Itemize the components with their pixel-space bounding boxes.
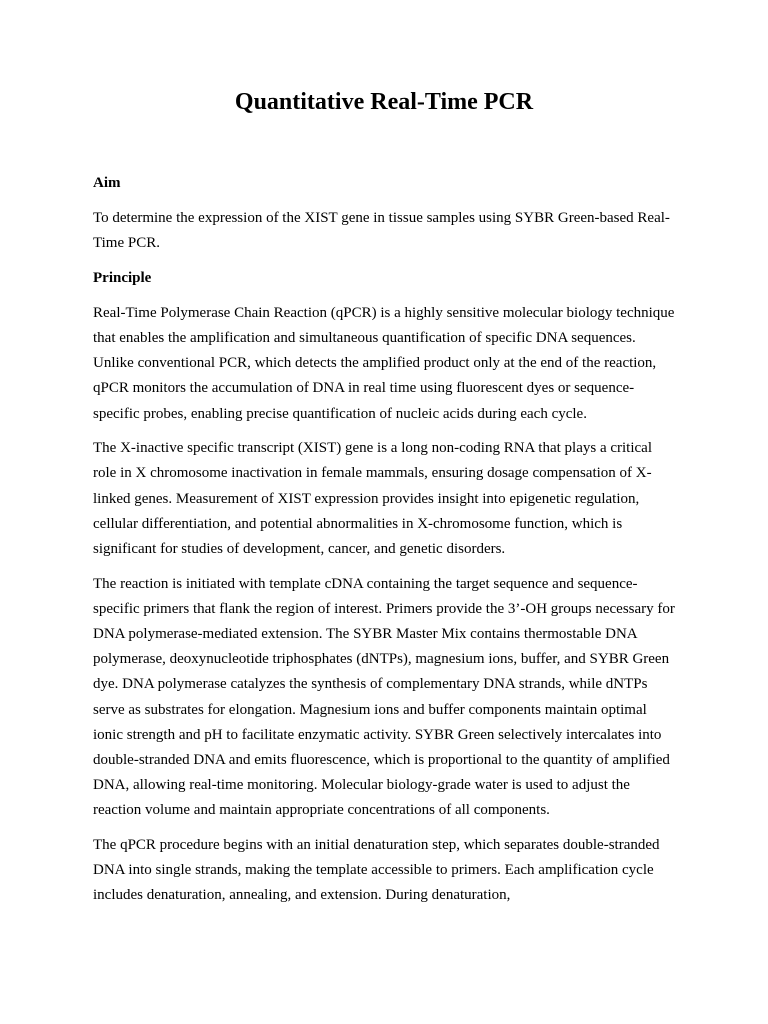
principle-section bbox=[93, 266, 675, 909]
aim-heading: Aim bbox=[93, 175, 121, 191]
principle-paragraph-procedure: The qPCR procedure begins with an initial denaturation step, which separates double-stranded DNA into single strands, making the template accessible to primers. Each amplification cycle includes denaturation, annealing, and extension. During denaturation, bbox=[93, 837, 660, 904]
document-body bbox=[93, 171, 675, 918]
page-title: Quantitative Real-Time PCR bbox=[234, 89, 534, 115]
aim-section bbox=[93, 171, 675, 256]
principle-heading: Principle bbox=[93, 269, 152, 286]
aim-paragraph: To determine the expression of the XIST gene in tissue samples using SYBR Green-based Real-Time PCR. bbox=[93, 210, 670, 252]
principle-paragraph-qpcr: Real-Time Polymerase Chain Reaction (qPCR) is a highly sensitive molecular biology technique that enables the amplification and simultaneous quantification of specific DNA sequences. Unlike conventional PCR, which detects the amplified product only at the end of the reaction, qPCR monitors the accumulation of DNA in real time using fluorescent dyes or sequence-specific probes, enabling precise quantification of nucleic acids during each cycle. bbox=[93, 304, 675, 422]
principle-paragraph-reaction: The reaction is initiated with template cDNA containing the target sequence and sequence-specific primers that flank the region of interest. Primers provide the 3’-OH groups necessary for DNA polymerase-mediated extension. The SYBR Master Mix contains thermostable DNA polymerase, deoxynucleotide triphosphates (dNTPs), magnesium ions, buffer, and SYBR Green dye. DNA polymerase catalyzes the synthesis of complementary DNA strands, while dNTPs serve as substrates for elongation. Magnesium ions and buffer components maintain optimal ionic strength and pH to facilitate enzymatic activity. SYBR Green selectively intercalates into double-stranded DNA and emits fluorescence, which is proportional to the quantity of amplified DNA, allowing real-time monitoring. Molecular biology-grade water is used to adjust the reaction volume and maintain appropriate concentrations of all components. bbox=[93, 575, 675, 819]
principle-paragraph-xist: The X-inactive specific transcript (XIST) gene is a long non-coding RNA that plays a critical role in X chromosome inactivation in female mammals, ensuring dosage compensation of X-linked genes. Measurement of XIST expression provides insight into epigenetic regulation, cellular differentiation, and potential abnormalities in X-chromosome function, which is significant for studies of development, cancer, and genetic disorders. bbox=[93, 440, 652, 558]
